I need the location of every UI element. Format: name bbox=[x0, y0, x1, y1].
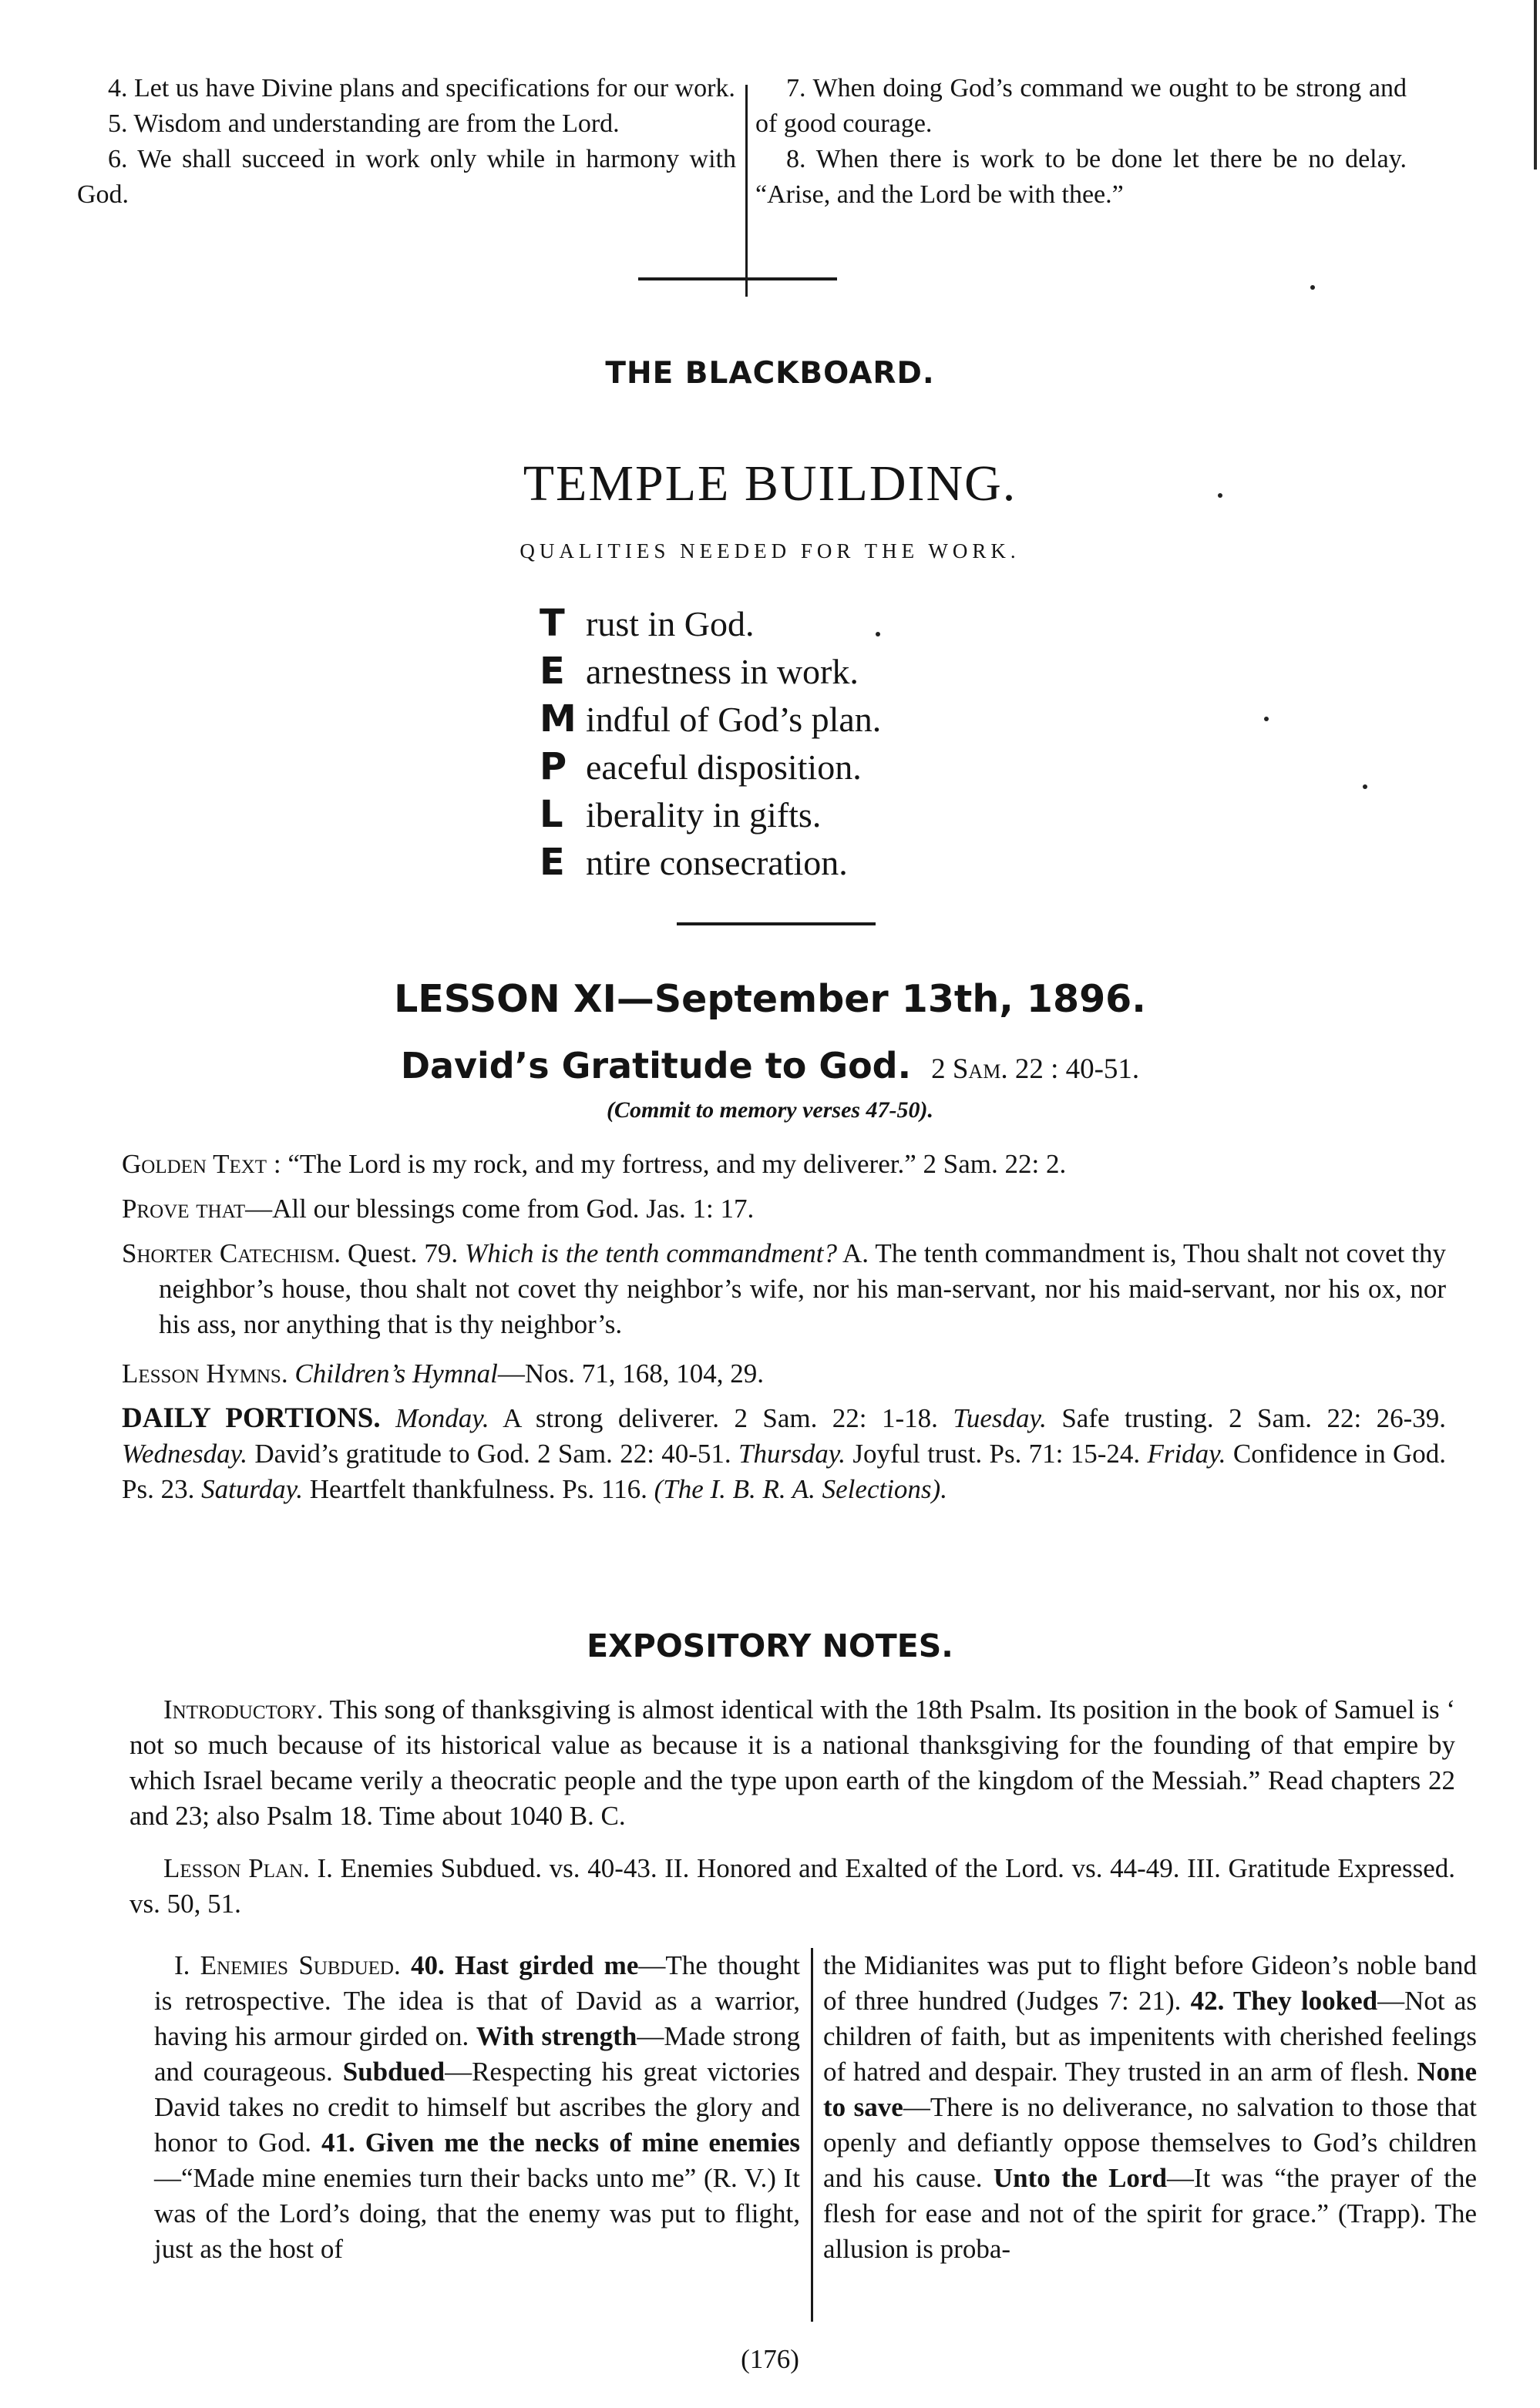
column-text bbox=[154, 1948, 800, 2267]
daily-day: Thursday. bbox=[738, 1439, 846, 1469]
column-divider bbox=[811, 1948, 813, 2322]
list-item bbox=[77, 106, 736, 142]
introductory bbox=[129, 1692, 1455, 1834]
section-divider bbox=[677, 922, 876, 925]
acrostic-letter: L bbox=[540, 793, 563, 836]
column-text bbox=[823, 1948, 1477, 2267]
hymns-numbers: —Nos. 71, 168, 104, 29. bbox=[497, 1358, 764, 1389]
commit-note: (Commit to memory verses 47-50). bbox=[606, 1097, 934, 1123]
daily-day: Tuesday. bbox=[953, 1403, 1047, 1433]
daily-portions bbox=[122, 1401, 1446, 1507]
acrostic-line bbox=[540, 599, 755, 648]
intro-body: This song of thanksgiving is almost identical with the 18th Psalm. Its position in the book of Samuel is ‘ not so much because of its historical value as because it is a national thanksgiving for the founding of that empire by which Israel became verily a theocratic people and the type upon earth of the kingdom of the Messiah.” Read chapters 22 and 23; also Psalm 18. Time about 1040 B. C. bbox=[129, 1694, 1455, 1831]
acrostic-letter: P bbox=[540, 745, 567, 788]
verse-ref: 40. Hast girded me bbox=[410, 1950, 639, 1980]
daily-source: (The I. B. R. A. Selections). bbox=[654, 1474, 947, 1504]
column-divider bbox=[745, 85, 748, 297]
daily-day: Friday. bbox=[1147, 1439, 1226, 1469]
item-number: 6. bbox=[108, 145, 128, 173]
hymns-book: Children’s Hymnal bbox=[294, 1358, 498, 1389]
list-item bbox=[755, 142, 1407, 213]
item-number: 7. bbox=[786, 74, 806, 102]
daily-text: Joyful trust. Ps. 71: 15-24. bbox=[852, 1439, 1141, 1469]
verse-ref: Unto the Lord bbox=[993, 2163, 1167, 2193]
verse-ref: 41. Given me the necks of mine enemies bbox=[321, 2128, 800, 2158]
golden-text-body: “The Lord is my rock, and my fortress, and my deliverer.” 2 Sam. 22: 2. bbox=[287, 1149, 1067, 1179]
lesson-title: David’s Gratitude to God. bbox=[400, 1045, 912, 1086]
note-text: —Respecting his great victories David takes no credit to himself but ascribes the glory and honor to God. bbox=[154, 2057, 800, 2158]
lessons-list-left bbox=[77, 71, 736, 213]
blackboard-title: TEMPLE BUILDING. bbox=[523, 455, 1017, 512]
scan-speck bbox=[876, 632, 880, 636]
plan-label: Lesson Plan. bbox=[163, 1853, 310, 1883]
plan-body: I. Enemies Subdued. vs. 40-43. II. Honored and Exalted of the Lord. vs. 44-49. III. Gratitude Expressed. vs. 50, 51. bbox=[129, 1853, 1455, 1919]
daily-text: A strong deliverer. 2 Sam. 22: 1-18. bbox=[503, 1403, 938, 1433]
item-text: Wisdom and understanding are from the Lord. bbox=[133, 109, 620, 138]
page-number: (176) bbox=[741, 2344, 799, 2374]
prove-that bbox=[122, 1191, 1446, 1227]
daily-day: Monday. bbox=[395, 1403, 489, 1433]
verse-ref: 42. They looked bbox=[1190, 1986, 1378, 2016]
item-number: 5. bbox=[108, 109, 128, 138]
daily-day: Wednesday. bbox=[122, 1439, 247, 1469]
lesson-plan bbox=[129, 1851, 1455, 1922]
acrostic-line bbox=[540, 791, 821, 839]
note-text: —Made strong and courageous. bbox=[154, 2021, 800, 2087]
acrostic-text: arnestness in work. bbox=[586, 652, 859, 691]
verse-ref: With strength bbox=[476, 2021, 637, 2051]
item-text: Let us have Divine plans and specifications for our work. bbox=[134, 74, 735, 102]
verse-ref: Subdued bbox=[342, 2057, 446, 2087]
lesson-hymns bbox=[122, 1356, 1446, 1392]
daily-text: Confidence in God. Ps. 23. bbox=[122, 1439, 1447, 1504]
acrostic-letter: E bbox=[540, 650, 565, 693]
acrostic-text: ntire consecration. bbox=[586, 843, 848, 882]
scan-speck bbox=[1218, 493, 1222, 498]
note-text: the Midianites was put to flight before Gideon’s noble band of three hundred (Judges 7: 21). bbox=[823, 1950, 1477, 2016]
note-text: —Not as children of faith, but as impenitents with cherished feelings of hatred and despair. They trusted in an arm of flesh. bbox=[823, 1986, 1477, 2087]
catechism-question: Which is the tenth commandment? bbox=[465, 1238, 837, 1268]
daily-day: Saturday. bbox=[201, 1474, 303, 1504]
note-text: —The thought is retrospective. The idea is that of David as a warrior, having his armour girded on. bbox=[154, 1950, 801, 2051]
catechism-answer: A. The tenth commandment is, Thou shalt not covet thy neighbor’s house, thou shalt not covet thy neighbor’s wife, nor his man-servant, nor his maid-servant, nor his ox, nor his ass, nor anything that is thy neighbor’s. bbox=[159, 1238, 1447, 1339]
item-text: When there is work to be done let there be no delay. “Arise, and the Lord be with thee.” bbox=[755, 145, 1407, 209]
acrostic-line bbox=[540, 695, 881, 744]
item-text: We shall succeed in work only while in harmony with God. bbox=[77, 145, 736, 209]
acrostic-letter: M bbox=[540, 697, 577, 741]
hymns-label: Lesson Hymns. bbox=[122, 1358, 288, 1389]
acrostic-line bbox=[540, 838, 848, 887]
catechism-label: Shorter Catechism. bbox=[122, 1238, 341, 1268]
acrostic-line bbox=[540, 647, 859, 696]
lesson-details bbox=[122, 1147, 1446, 1507]
lesson-heading: LESSON XI—September 13th, 1896. bbox=[394, 977, 1146, 1021]
daily-text: Safe trusting. 2 Sam. 22: 26-39. bbox=[1061, 1403, 1447, 1433]
daily-label: DAILY PORTIONS. bbox=[122, 1402, 381, 1434]
scan-speck bbox=[1264, 717, 1269, 721]
item-text: When doing God’s command we ought to be strong and of good courage. bbox=[755, 74, 1407, 138]
expository-intro bbox=[129, 1692, 1455, 1922]
scan-edge-mark bbox=[1534, 0, 1537, 170]
list-item bbox=[77, 142, 736, 213]
catechism-quest: Quest. 79. bbox=[347, 1238, 459, 1268]
expository-left-column bbox=[154, 1948, 800, 2267]
note-text: —“Made mine enemies turn their backs unto me” (R. V.) It was of the Lord’s doing, that the enemy was put to flight, just as the host of bbox=[154, 2163, 800, 2264]
golden-text-label: Golden Text : bbox=[122, 1149, 281, 1179]
daily-text: Heartfelt thankfulness. Ps. 116. bbox=[309, 1474, 647, 1504]
lesson-title-line bbox=[0, 1045, 1540, 1086]
acrostic-text: rust in God. bbox=[586, 604, 755, 643]
acrostic-text: indful of God’s plan. bbox=[586, 700, 882, 739]
acrostic-letter: E bbox=[540, 841, 565, 884]
golden-text bbox=[122, 1147, 1446, 1182]
item-number: 4. bbox=[108, 74, 128, 102]
list-item bbox=[77, 71, 736, 106]
lessons-list-right bbox=[755, 71, 1407, 213]
daily-text: David’s gratitude to God. 2 Sam. 22: 40-51. bbox=[254, 1439, 731, 1469]
prove-label: Prove that bbox=[122, 1194, 246, 1224]
verse-ref: None to save bbox=[823, 2057, 1477, 2122]
acrostic-letter: T bbox=[540, 602, 565, 645]
scan-speck bbox=[1310, 285, 1315, 290]
shorter-catechism bbox=[122, 1236, 1446, 1342]
blackboard-heading: THE BLACKBOARD. bbox=[605, 356, 935, 391]
blackboard-subtitle: QUALITIES NEEDED FOR THE WORK. bbox=[519, 539, 1021, 563]
acrostic-text: eaceful disposition. bbox=[586, 747, 862, 787]
prove-body: —All our blessings come from God. Jas. 1: 17. bbox=[245, 1194, 755, 1224]
expository-heading: EXPOSITORY NOTES. bbox=[587, 1627, 953, 1664]
note-text: —There is no deliverance, no salvation to those that openly and defiantly oppose themselves to God’s children and his cause. bbox=[823, 2092, 1477, 2193]
scan-speck bbox=[1363, 784, 1367, 789]
section-label: I. Enemies Subdued. bbox=[174, 1950, 401, 1980]
expository-right-column bbox=[823, 1948, 1477, 2267]
acrostic-line bbox=[540, 743, 862, 791]
item-number: 8. bbox=[786, 145, 806, 173]
acrostic-text: iberality in gifts. bbox=[586, 795, 822, 835]
lesson-reference: 2 Sam. 22 : 40-51. bbox=[931, 1053, 1140, 1085]
section-divider bbox=[638, 277, 837, 280]
note-text: —It was “the prayer of the flesh for ease and not of the spirit for grace.” (Trapp). The allusion is proba- bbox=[823, 2163, 1477, 2264]
intro-label: Introductory. bbox=[163, 1694, 324, 1725]
list-item bbox=[755, 71, 1407, 142]
